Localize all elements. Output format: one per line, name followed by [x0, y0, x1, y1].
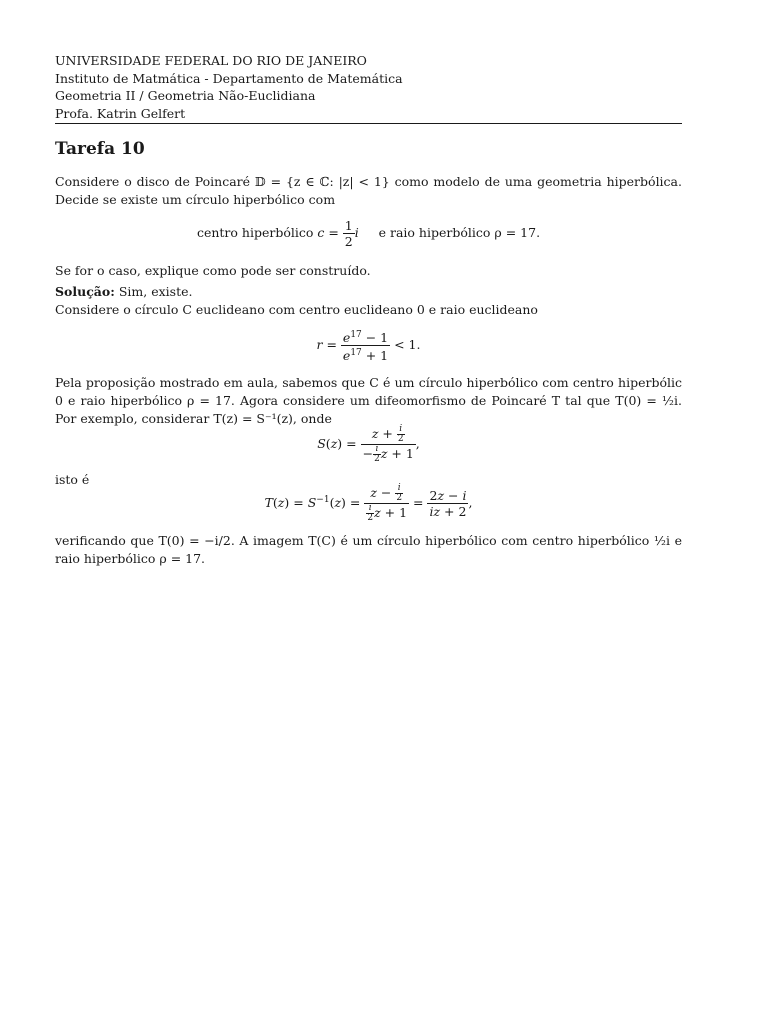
header-rule	[55, 123, 682, 124]
problem-intro: Considere o disco de Poincaré 𝔻 = {z ∈ ℂ: |z| < 1} como modelo de uma geometria hiperbólica. Decide se existe um círculo hiperbólico com	[55, 174, 682, 207]
document-header	[55, 52, 682, 122]
professor-name: Profa. Katrin Gelfert	[55, 105, 186, 121]
course-name: Geometria II / Geometria Não-Euclidiana	[55, 88, 316, 103]
radius-value: ρ = 17.	[494, 225, 541, 240]
s-fraction: z + $\frac{i}{2}$ − $\frac{i}{2}$ z + 1	[362, 424, 414, 464]
university-name: UNIVERSIDADE FEDERAL DO RIO DE JANEIRO	[55, 53, 367, 68]
solution-header	[55, 283, 682, 301]
solution-conclusion: verificando que T(0) = −i/2. A imagem T(C) é um círculo hiperbólico com centro hiperbólico ½i e raio hiperbólico ρ = 17.	[55, 533, 682, 566]
radius-label: e raio hiperbólico	[378, 225, 491, 240]
t-fraction-1: z − $\frac{i}{2}$ $\frac{i}{2}$ z + 1	[364, 484, 409, 523]
institute-name: Instituto de Matmática - Departamento de Matemática	[55, 70, 403, 86]
center-radius-formula: centro hiperbólico c = $\frac{1}{2}$ i e raio hiperbólico ρ = 17.	[196, 218, 541, 249]
solution-line1: Considere o círculo C euclideano com centro euclideano 0 e raio euclideano	[55, 302, 538, 317]
one-half-fraction: $\frac{1}{2}$	[344, 218, 353, 249]
center-label: centro hiperbólico	[196, 225, 314, 240]
page-title: Tarefa 10	[55, 139, 145, 159]
t-formula: $T(z) = S^{-1}(z)$ = z − $\frac{i}{2}$ $\frac{i}{2}$ z + 1 = $\frac{2z - i}{iz + 2}$ ,	[264, 483, 473, 523]
solution-answer: Sim, existe.	[118, 284, 193, 299]
s-formula: S(z) = z + $\frac{i}{2}$ − $\frac{i}{2}$ z + 1 ,	[317, 424, 420, 464]
solution-label: Solução:	[55, 284, 115, 299]
isto-text: isto é	[55, 472, 90, 487]
solution-paragraph: Pela proposição mostrado em aula, sabemos que C é um círculo hiperbólico com centro hiperbólic 0 e raio hiperbólico ρ = 17. Agora considere um difeomorfismo de Poincaré T tal que T(0) = ½i. Por exemplo, considerar T(z) = S⁻¹(z), onde	[55, 375, 682, 426]
t-fraction-2: $\frac{2z - i}{iz + 2}$	[429, 488, 467, 519]
problem-follow: Se for o caso, explique como pode ser construído.	[55, 263, 371, 278]
euclidean-radius-fraction: $\frac{e^{17} - 1}{e^{17} + 1}$	[342, 330, 389, 364]
radius-formula: r = $\frac{e^{17} - 1}{e^{17} + 1}$ < 1.	[316, 330, 421, 364]
